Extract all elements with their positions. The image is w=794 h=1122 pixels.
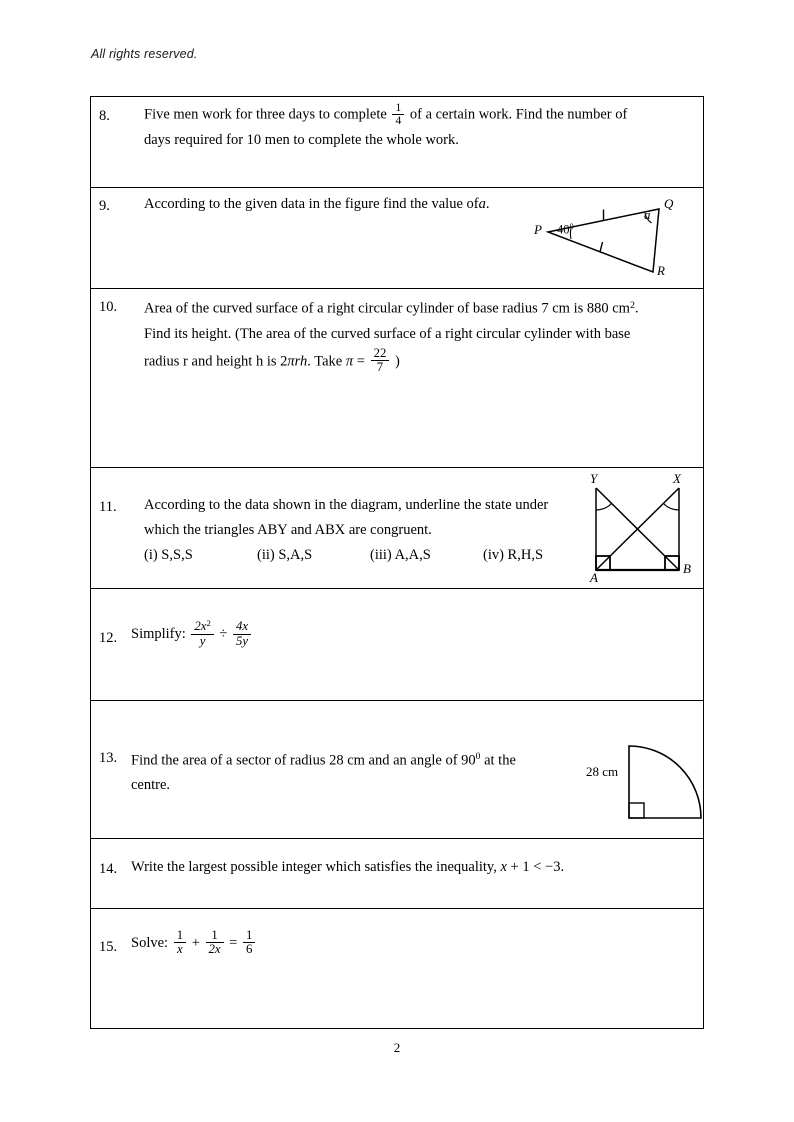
- q12-division-operator: ÷: [219, 626, 228, 643]
- q15-equals-operator: =: [229, 935, 238, 952]
- q10-line3-part3: ): [394, 353, 400, 369]
- sector-svg: [586, 729, 704, 821]
- triangle-vertex-label-p: P: [534, 222, 542, 237]
- q14-inequality-rest: + 1 < −3.: [510, 859, 565, 875]
- q15-fraction-2: [206, 929, 224, 957]
- q10-fraction-denominator: 7: [376, 360, 384, 375]
- q12-fraction-left: [191, 619, 213, 648]
- triangle-angle-label-a: a: [644, 207, 651, 222]
- question-text-14: [131, 855, 691, 880]
- q13-line2: centre.: [131, 777, 171, 794]
- q8-line1-part2: of a certain work. Find the number of: [409, 106, 628, 123]
- q10-formula-pi-r-h: πrh: [287, 353, 308, 369]
- q11-line2: which the triangles ABY and ABX are congruent.: [144, 522, 432, 538]
- q10-fraction-22-over-7: [371, 347, 390, 375]
- q10-line1-part2: .: [634, 300, 639, 317]
- triangle-pqr-svg: [531, 192, 705, 287]
- q14-variable-x: x: [500, 859, 507, 875]
- q11-option-iv[interactable]: (iv) R,H,S: [483, 547, 544, 563]
- angle-40-value: 40: [557, 222, 570, 237]
- q15-fraction-2-denominator: 2x: [208, 942, 221, 957]
- q10-equals-sign: =: [356, 353, 365, 369]
- q13-line1-part2: at the: [484, 752, 516, 769]
- q11-option-ii[interactable]: (ii) S,A,S: [257, 547, 313, 563]
- question-row-11: [91, 468, 703, 589]
- question-row-8: [91, 97, 703, 188]
- q12-fraction-right-numerator: 4x: [233, 620, 251, 634]
- rect-vertex-label-b: B: [683, 561, 691, 576]
- q10-superscript-2: 2: [629, 300, 635, 311]
- q11-option-i[interactable]: (i) S,S,S: [144, 547, 193, 563]
- sector-radius-label: 28 cm: [586, 764, 619, 779]
- q15-fraction-3: [243, 929, 255, 957]
- congruent-triangles-svg: [586, 470, 698, 585]
- q8-line1-part1: Five men work for three days to complete: [144, 106, 387, 123]
- q14-line1-part1: Write the largest possible integer which satisfies the inequality,: [131, 859, 497, 875]
- question-text-12: [131, 619, 531, 648]
- q11-line1: According to the data shown in the diagram, underline the state under: [144, 497, 549, 513]
- question-number-14: 14.: [99, 861, 118, 877]
- question-number-12: 12.: [99, 630, 118, 646]
- q15-fraction-2-numerator: 1: [206, 929, 224, 943]
- question-text-9: [144, 192, 564, 217]
- figure-quarter-circle-sector: [586, 729, 704, 821]
- angle-40-degree-symbol: 0: [569, 222, 574, 231]
- q15-plus-operator: +: [191, 935, 200, 952]
- q9-variable-a: a: [478, 196, 486, 212]
- question-number-13: 13.: [99, 750, 118, 766]
- question-text-10: [144, 293, 699, 375]
- question-number-10: 10.: [99, 299, 118, 315]
- question-row-9: [91, 188, 703, 289]
- q15-label-solve: Solve:: [131, 935, 169, 952]
- rect-vertex-label-x: X: [673, 471, 681, 486]
- question-text-8: [144, 102, 689, 153]
- figure-triangle-pqr: [531, 192, 705, 287]
- q10-fraction-numerator: 22: [371, 347, 390, 361]
- q8-line2: days required for 10 men to complete the whole work.: [144, 131, 459, 148]
- q12-fraction-right-denominator: 5y: [236, 633, 249, 648]
- questions-table: [90, 96, 704, 1029]
- q10-line1-part1: Area of the curved surface of a right circular cylinder of base radius 7 cm is 880 cm: [144, 300, 630, 317]
- question-text-11: [144, 493, 599, 568]
- q12-fraction-left-numerator: $2x^2$: [191, 619, 213, 635]
- q15-fraction-1-denominator: x: [177, 942, 183, 957]
- question-row-13: [91, 701, 703, 839]
- triangle-angle-label-40deg: [557, 222, 574, 238]
- question-row-12: [91, 589, 703, 701]
- q8-fraction-one-quarter: [392, 102, 404, 127]
- q10-pi-symbol: π: [345, 353, 354, 369]
- question-row-15: [91, 909, 703, 1028]
- q10-line2: Find its height. (The area of the curved surface of a right circular cylinder with base: [144, 325, 631, 342]
- q11-options-row: [144, 547, 543, 563]
- page-number: 2: [393, 1040, 401, 1055]
- question-text-13: [131, 744, 601, 798]
- q9-line1-part1: According to the given data in the figure find the value of: [144, 196, 479, 212]
- q8-fraction-denominator: 4: [395, 114, 402, 128]
- q9-line1-part2: .: [485, 196, 490, 212]
- triangle-vertex-label-q: Q: [664, 196, 674, 211]
- question-text-15: [131, 929, 531, 957]
- triangle-vertex-label-r: R: [657, 263, 665, 278]
- q12-fraction-right: [233, 620, 251, 648]
- q15-fraction-1-numerator: 1: [174, 929, 186, 943]
- q15-fraction-3-numerator: 1: [243, 929, 255, 943]
- q12-fraction-left-denominator: y: [199, 633, 206, 648]
- question-number-15: 15.: [99, 939, 118, 955]
- question-number-11: 11.: [99, 499, 117, 515]
- figure-congruent-triangles: [586, 470, 698, 585]
- q10-line3-part2: . Take: [307, 353, 343, 369]
- question-number-9: 9.: [99, 198, 110, 214]
- q8-fraction-numerator: 1: [392, 102, 404, 115]
- q15-fraction-1: [174, 929, 186, 957]
- q15-fraction-3-denominator: 6: [245, 942, 253, 957]
- q11-option-iii[interactable]: (iii) A,A,S: [370, 547, 431, 563]
- rights-reserved-note: All rights reserved.: [91, 47, 198, 61]
- question-row-10: [91, 289, 703, 468]
- rect-vertex-label-a: A: [590, 570, 598, 585]
- q13-degree-symbol: 0: [475, 751, 481, 762]
- q10-line3-part1: radius r and height h is 2: [144, 353, 288, 369]
- q13-line1-part1: Find the area of a sector of radius 28 cm and an angle of 90: [131, 752, 476, 769]
- question-row-14: [91, 839, 703, 909]
- question-number-8: 8.: [99, 108, 110, 124]
- q12-exponent-2: 2: [206, 618, 211, 628]
- q12-label-simplify: Simplify:: [131, 626, 186, 643]
- rect-vertex-label-y: Y: [590, 471, 598, 486]
